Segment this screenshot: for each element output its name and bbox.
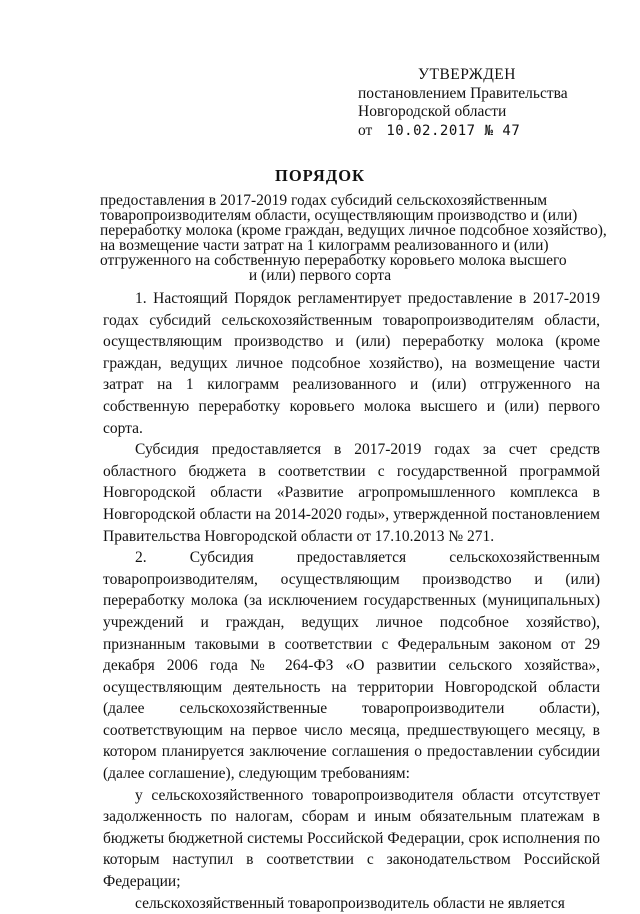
- approval-line: постановлением Правительства: [358, 84, 568, 102]
- approval-title: УТВЕРЖДЕН: [418, 66, 516, 83]
- approval-line: Новгородской области: [358, 103, 507, 120]
- subtitle-line: переработку молока (кроме граждан, ведущих личное подсобное хозяйство),: [100, 222, 607, 239]
- approval-stamp: [358, 66, 568, 140]
- document-body: [103, 288, 600, 914]
- subtitle-line: товаропроизводителям области, осуществляющим производство и (или): [100, 207, 578, 224]
- body-paragraph: у сельскохозяйственного товаропроизводителя области отсутствует задолженность по налогам, сборам и иным обязательным платежам в бюджеты бюджетной системы Российской Федерации, срок исполнения по которым наступил в соответствии с законодательством Российской Федерации;: [103, 786, 600, 891]
- document-title: ПОРЯДОК: [275, 166, 365, 185]
- body-paragraph: 1. Настоящий Порядок регламентирует предоставление в 2017-2019 годах субсидий сельскохозяйственным товаропроизводителям области, осуществляющим производство и (или) переработку молока (кроме граждан, ведущих личное подсобное хозяйство), на возмещение части затрат на 1 килограмм реализованного и (или) отгруженного на собственную переработку коровьего молока высшего и (или) первого сорта.: [103, 290, 600, 437]
- document-subtitle: [100, 192, 607, 284]
- subtitle-line: отгруженного на собственную переработку коровьего молока высшего: [100, 252, 567, 269]
- subtitle-line: на возмещение части затрат на 1 килограмм реализованного и (или): [100, 237, 549, 254]
- approval-date-line: [358, 122, 568, 141]
- body-paragraph: сельскохозяйственный товаропроизводитель области не является: [135, 894, 565, 912]
- body-paragraph: Субсидия предоставляется в 2017-2019 годах за счет средств областного бюджета в соответствии с государственной программой Новгородской области «Развитие агропромышленного комплекса в Новгородской области на 2014-2020 годы», утвержденной постановлением Правительства Новгородской области от 17.10.2013 № 271.: [103, 441, 600, 545]
- approval-date-prefix: от: [358, 121, 373, 139]
- subtitle-line: и (или) первого сорта: [248, 267, 392, 284]
- subtitle-line: предоставления в 2017-2019 годах субсидий сельскохозяйственным: [100, 192, 548, 209]
- approval-date-value: 10.02.2017 № 47: [386, 122, 521, 139]
- body-paragraph: 2. Субсидия предоставляется сельскохозяйственным товаропроизводителям, осуществляющим производство и (или) переработку молока (за исключением государственных (муниципальных) учреждений и граждан, ведущих личное подсобное хозяйство), признанным таковыми в соответствии с Федеральным законом от 29 декабря 2006 года № 264-ФЗ «О развитии сельского хозяйства», осуществляющим деятельность на территории Новгородской области (далее сельскохозяйственные товаропроизводители области), соответствующим на первое число месяца, предшествующего месяцу, в котором планируется заключение соглашения о предоставлении субсидии (далее соглашение), следующим требованиям:: [103, 549, 600, 783]
